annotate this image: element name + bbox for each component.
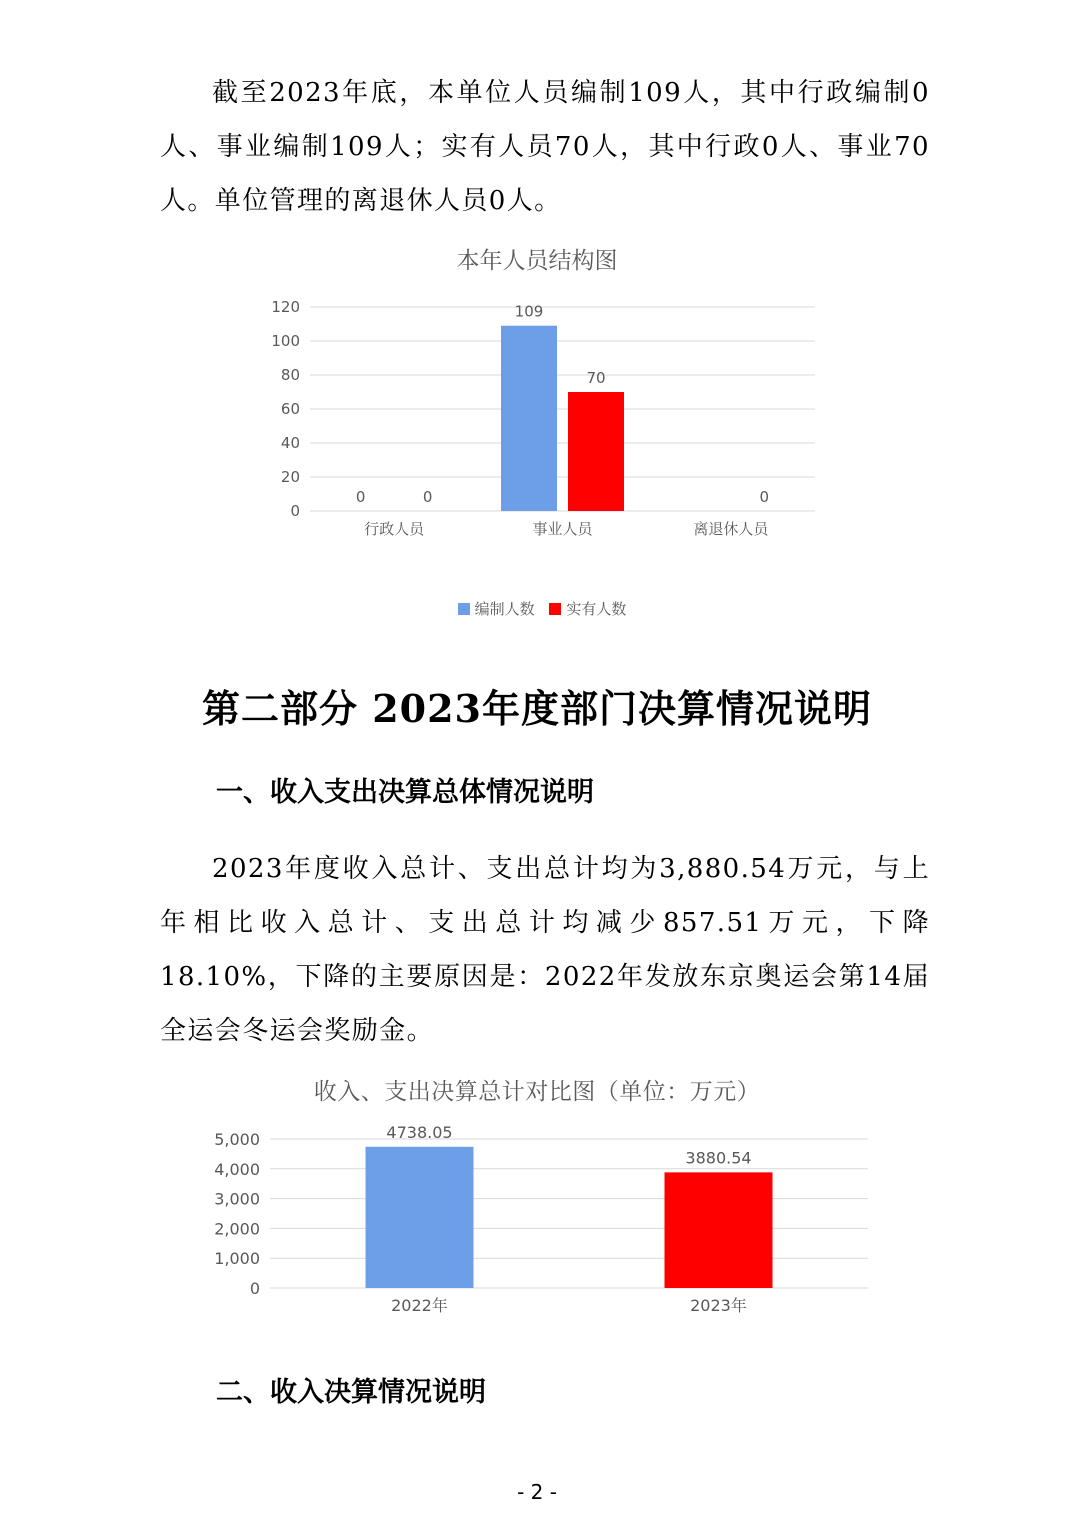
data-label: 0	[355, 488, 366, 506]
paragraph-staffing: 截至2023年底，本单位人员编制109人，其中行政编制0人、事业编制109人；实有人员70人，其中行政0人、事业70人。单位管理的离退休人员0人。	[160, 78, 930, 216]
heading-income-details: 二、收入决算情况说明	[216, 1377, 486, 1408]
x-tick-label: 2023年	[690, 1296, 747, 1315]
x-tick-label: 2022年	[391, 1296, 448, 1315]
chart2-title: 收入、支出决算总计对比图（单位：万元）	[313, 1079, 761, 1105]
heading-income-expense-overview: 一、收入支出决算总体情况说明	[216, 777, 594, 808]
y-tick-label: 20	[280, 468, 300, 486]
legend-label-1: 编制人数	[474, 600, 535, 618]
y-tick-label: 3,000	[214, 1189, 260, 1209]
data-label: 4738.05	[386, 1122, 453, 1142]
bar	[568, 392, 624, 511]
y-tick-label: 100	[271, 332, 300, 350]
data-label: 70	[586, 369, 606, 387]
legend-swatch-red	[549, 603, 561, 615]
chart1-legend	[0, 598, 1074, 619]
y-tick-label: 80	[280, 366, 300, 384]
x-tick-label: 事业人员	[532, 520, 593, 538]
legend-swatch-blue	[458, 603, 470, 615]
bar	[665, 1172, 773, 1288]
data-label: 109	[514, 302, 544, 321]
y-tick-label: 4,000	[214, 1159, 260, 1179]
income-expense-compare-chart	[0, 1115, 1074, 1325]
bar	[366, 1147, 474, 1288]
x-tick-label: 行政人员	[364, 520, 425, 538]
legend-label-2: 实有人数	[566, 600, 627, 618]
y-tick-label: 0	[290, 502, 300, 520]
y-tick-label: 40	[280, 434, 300, 452]
chart1-title: 本年人员结构图	[456, 248, 618, 274]
bar	[501, 326, 557, 511]
y-tick-label: 0	[249, 1279, 260, 1298]
data-label: 0	[759, 488, 770, 506]
y-tick-label: 1,000	[214, 1249, 260, 1269]
y-tick-label: 60	[280, 400, 300, 418]
y-tick-label: 2,000	[214, 1219, 260, 1239]
page-number: - 2 -	[517, 1480, 557, 1504]
x-tick-label: 离退休人员	[693, 520, 769, 538]
y-tick-label: 120	[271, 298, 300, 316]
paragraph-income-expense: 2023年度收入总计、支出总计均为3,880.54万元，与上年相比收入总计、支出总计均减少857.51万元，下降18.10%，下降的主要原因是：2022年发放东京奥运会第14届全运会冬运会奖励金。	[160, 854, 930, 1046]
y-tick-label: 5,000	[214, 1130, 260, 1149]
section-title: 第二部分 2023年度部门决算情况说明	[202, 686, 872, 731]
staff-structure-chart	[0, 290, 1074, 590]
data-label: 0	[422, 488, 433, 506]
data-label: 3880.54	[685, 1148, 752, 1168]
